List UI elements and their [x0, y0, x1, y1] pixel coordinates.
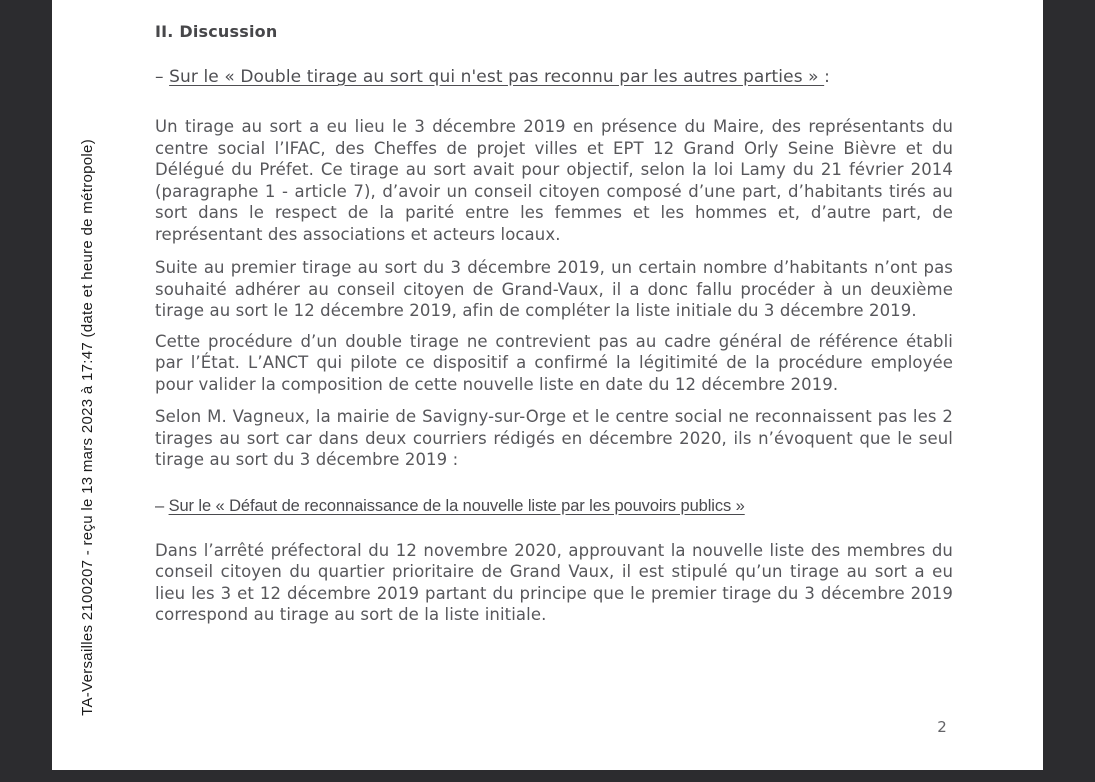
heading-underlined-text: Sur le « Défaut de reconnaissance de la nouvelle liste par les pouvoirs publics » — [168, 496, 745, 515]
page-number: 2 — [937, 718, 947, 736]
paragraph-procedure-anct: Cette procédure d’un double tirage ne contrevient pas au cadre général de référence établi par l’État. L’ANCT qui pilote ce dispositif a confirmé la légitimité de la procédure employée pour valider la composition de cette nouvelle liste en date du 12 décembre 2019. — [155, 331, 953, 394]
heading-defaut-reconnaissance — [155, 497, 953, 516]
heading-suffix: : — [824, 67, 830, 87]
stamp-text: TA-Versailles 2100207 - reçu le 13 mars 2023 à 17:47 (date et heure de métropole) — [78, 138, 96, 716]
court-stamp-vertical-text — [70, 98, 104, 756]
heading-double-tirage — [155, 67, 953, 87]
document-page — [52, 0, 1043, 770]
heading-dash: – — [155, 496, 169, 515]
document-content — [155, 0, 953, 626]
paragraph-vagneux: Selon M. Vagneux, la mairie de Savigny-sur-Orge et le centre social ne reconnaissent pas les 2 tirages au sort car dans deux courriers rédigés en décembre 2020, ils n’évoquent que le seul tirage au sort du 3 décembre 2019 : — [155, 407, 953, 469]
paragraph-premier-tirage: Un tirage au sort a eu lieu le 3 décembre 2019 en présence du Maire, des représentants du centre social l’IFAC, des Cheffes de projet villes et EPT 12 Grand Orly Seine Bièvre et du Délégué du Préfet. Ce tirage au sort avait pour objectif, selon la loi Lamy du 21 février 2014 (paragraphe 1 - article 7), d’avoir un conseil citoyen composé d’une part, d’habitants tirés au sort dans le respect de la parité entre les femmes et les hommes et, d’autre part, de représentant des associations et acteurs locaux. — [155, 117, 953, 244]
section-title: II. Discussion — [155, 22, 278, 41]
paragraph-deuxieme-tirage: Suite au premier tirage au sort du 3 décembre 2019, un certain nombre d’habitants n’ont pas souhaité adhérer au conseil citoyen de Grand-Vaux, il a donc fallu procéder à un deuxième tirage au sort le 12 décembre 2019, afin de compléter la liste initiale du 3 décembre 2019. — [155, 258, 953, 320]
heading-underlined-text: Sur le « Double tirage au sort qui n'est pas reconnu par les autres parties » — [169, 67, 825, 87]
paragraph-arrete-prefectoral: Dans l’arrêté préfectoral du 12 novembre 2020, approuvant la nouvelle liste des membres du conseil citoyen du quartier prioritaire de Grand Vaux, il est stipulé qu’un tirage au sort a eu lieu les 3 et 12 décembre 2019 partant du principe que le premier tirage du 3 décembre 2019 correspond au tirage au sort de la liste initiale. — [155, 540, 953, 624]
heading-dash: – — [155, 67, 170, 87]
